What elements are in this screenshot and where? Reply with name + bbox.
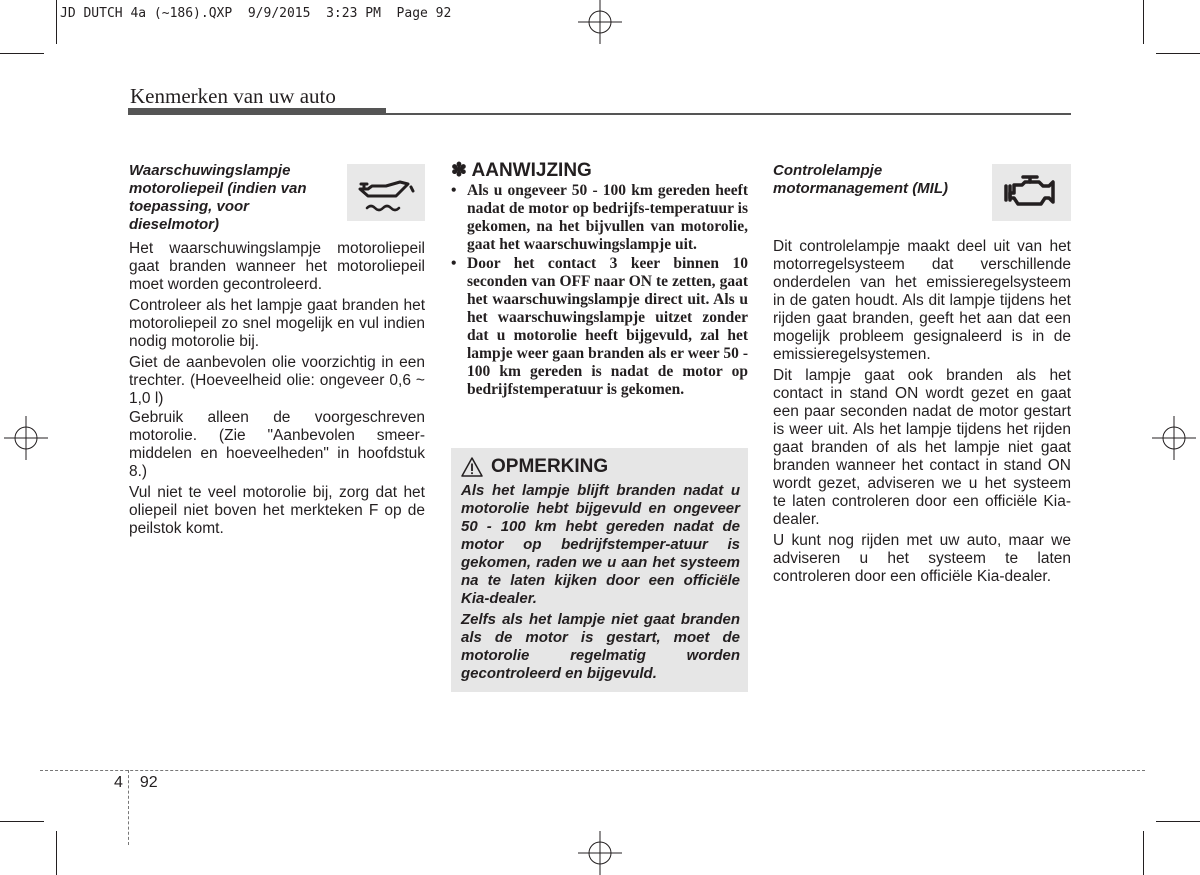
right-column xyxy=(773,162,1071,589)
print-slug: JD DUTCH 4a (~186).QXP 9/9/2015 3:23 PM Page 92 xyxy=(60,6,452,21)
footer-rule xyxy=(40,770,1145,771)
note-title-text: AANWIJZING xyxy=(471,160,592,181)
registration-mark-right xyxy=(1152,416,1196,460)
paragraph: Zelfs als het lampje niet gaat branden als de motor is gestart, moet de motorolie regelmatig worden gecontroleerd en bijgevuld. xyxy=(461,611,740,682)
chapter-number: 4 xyxy=(114,774,123,791)
paragraph: U kunt nog rijden met uw auto, maar we adviseren u het systeem te laten controleren door een officiële Kia-dealer. xyxy=(773,532,1071,585)
list-item: • Als u ongeveer 50 - 100 km gereden heeft nadat de motor op bedrijfs-temperatuur is gekomen, na het bijvullen van motorolie, gaat het waarschuwingslampje uit. xyxy=(451,182,748,253)
note-title xyxy=(451,160,748,182)
paragraph: Dit lampje gaat ook branden als het contact in stand ON wordt gezet en gaat een paar seconden nadat de motor gestart is weer uit. Als het lampje tijdens het rijden gaat branden of als het lampje niet gaat branden wanneer het contact in stand ON wordt gezet, adviseren we u het systeem te laten controleren door een officiële Kia-dealer. xyxy=(773,367,1071,528)
engine-icon xyxy=(992,164,1071,221)
oil-warning-heading: Waarschuwingslampje motoroliepeil (indien van toepassing, voor dieselmotor) xyxy=(129,162,307,233)
paragraph: Controleer als het lampje gaat branden het motoroliepeil zo snel mogelijk en vul indien nodig motorolie bij. xyxy=(129,297,425,350)
registration-mark-bottom xyxy=(578,831,622,875)
paragraph: Dit controlelampje maakt deel uit van het motorregelsysteem dat verschillende onderdelen van het emissieregelsysteem in de gaten houdt. Als dit lampje tijdens het rijden gaat branden, geeft het aan dat een mogelijk probleem gesignaleerd is in de emissieregelsystemen. xyxy=(773,238,1071,363)
registration-mark-top xyxy=(578,0,622,44)
warning-triangle-icon xyxy=(461,457,483,477)
oil-can-icon xyxy=(347,164,425,221)
paragraph: Het waarschuwingslampje motoroliepeil gaat branden wanneer het motoroliepeil moet worden gecontroleerd. xyxy=(129,240,425,293)
asterisk-icon: ✽ xyxy=(451,160,467,181)
page-number xyxy=(114,774,158,792)
paragraph: Giet de aanbevolen olie voorzichtig in een trechter. (Hoeveelheid olie: ongeveer 0,6 ~ 1,0 l) xyxy=(129,354,425,407)
page-number-value: 92 xyxy=(139,774,158,791)
note-list xyxy=(451,182,748,399)
caution-title: OPMERKING xyxy=(461,456,608,478)
mil-heading: Controlelampje motormanagement (MIL) xyxy=(773,162,949,197)
header-rule xyxy=(128,108,386,115)
caution-body xyxy=(461,482,740,686)
registration-mark-left xyxy=(4,416,48,460)
chapter-title: Kenmerken van uw auto xyxy=(130,84,336,108)
header-rule-thin xyxy=(386,113,1071,115)
list-item: • Door het contact 3 keer binnen 10 seconden van OFF naar ON te zetten, gaat het waarschuwingslampje direct uit. Als u het waarschuwingslampje uitzet zonder dat u motorolie heeft bijgevuld, zal het lampje weer gaan branden als er weer 50 - 100 km gereden is nadat de motor op bedrijfstemperatuur is gekomen. xyxy=(451,255,748,398)
paragraph: Gebruik alleen de voorgeschreven motorolie. (Zie "Aanbevolen smeer-middelen en hoeveelheden" in hoofdstuk 8.) xyxy=(129,409,425,480)
paragraph: Als het lampje blijft branden nadat u motorolie hebt bijgevuld en ongeveer 50 - 100 km hebt gereden nadat de motor op bedrijfstemper-atuur is gekomen, raden we u aan het systeem na te laten kijken door een officiële Kia-dealer. xyxy=(461,482,740,607)
middle-column xyxy=(451,160,748,400)
caution-box xyxy=(451,448,748,692)
paragraph: Vul niet te veel motorolie bij, zorg dat het oliepeil niet boven het merkteken F op de peilstok komt. xyxy=(129,484,425,537)
